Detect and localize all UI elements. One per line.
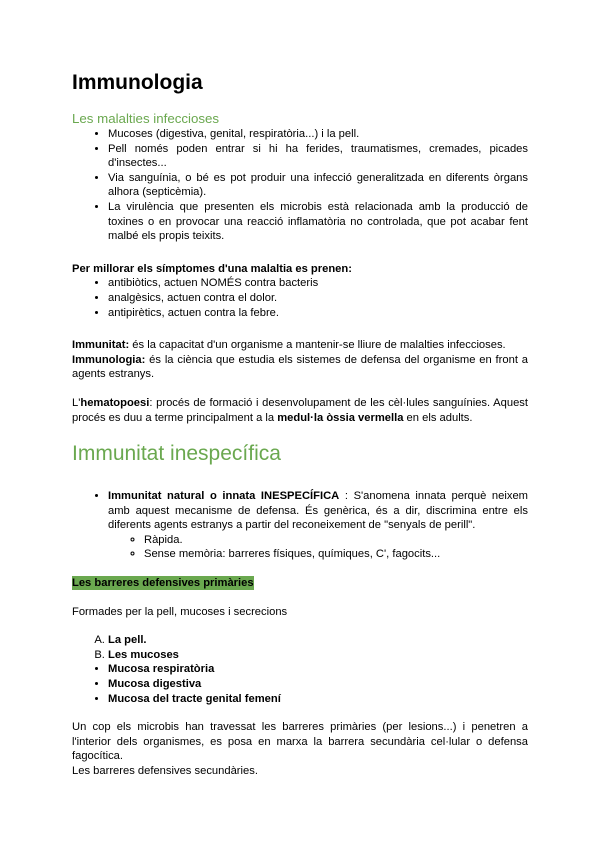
highlighted-heading-primary-barriers: Les barreres defensives primàries xyxy=(72,577,254,590)
list-item: A. La pell. xyxy=(108,633,528,648)
barriers-alpha-list xyxy=(72,633,528,662)
infection-routes-list xyxy=(72,127,528,244)
list-item: • Mucosa digestiva xyxy=(108,677,528,692)
mucosa-list xyxy=(72,662,528,706)
secondary-barrier-paragraph: Un cop els microbis han travessat les barreres primàries (per lesions...) i penetren a l'interior dels organismes, es posa en marxa la barrera secundària cel·lular o defensa fagocítica. xyxy=(72,721,528,763)
list-item: • antibiòtics, actuen NOMÉS contra bacteris xyxy=(108,276,528,291)
section-heading-nonspecific: Immunitat inespecífica xyxy=(72,442,281,466)
list-item: • Immunitat natural o innata INESPECÍFICA : S'anomena innata perquè neixem amb aquest mecanisme de defensa. És genèrica, és a dir, discrimina entre els diferents agents estranys a partir del reconeixement de "senyals de perill". ◦ Ràpida. ◦ Sense memòria: barreres físiques, químiques, C', fagocits... xyxy=(108,489,528,562)
list-item: • Via sanguínia, o bé es pot produir una infecció generalitzada en diferents òrgans alhora (septicèmia). xyxy=(108,171,528,200)
list-item: • antipirètics, actuen contra la febre. xyxy=(108,306,528,321)
definition-immunologia: Immunologia: és la ciència que estudia els sistemes de defensa del organisme en front a agents estranys. xyxy=(72,353,528,381)
section-heading-infections: Les malalties infeccioses xyxy=(72,111,220,126)
list-item: ◦ Sense memòria: barreres físiques, químiques, C', fagocits... xyxy=(144,547,528,562)
list-item: • Pell només poden entrar si hi ha ferides, traumatismes, cremades, picades d'insectes... xyxy=(108,142,528,171)
list-item: B. Les mucoses xyxy=(108,648,528,663)
symptoms-heading: Per millorar els símptomes d'una malaltia es prenen: xyxy=(72,262,352,275)
hematopoesi-paragraph: L'hematopoesi: procés de formació i desenvolupament de les cèl·lules sanguínies. Aquest procés es duu a terme principalment a la medul·la òssia vermella en els adults. xyxy=(72,396,528,424)
list-item: • La virulència que presenten els microbis està relacionada amb la producció de toxines o en provocar una reacció inflamatòria no controlada, que pot acabar fent malbé els propis teixits. xyxy=(108,200,528,244)
innate-immunity-list xyxy=(72,489,528,562)
secondary-barriers-line: Les barreres defensives secundàries. xyxy=(72,765,258,777)
list-item: • Mucosa respiratòria xyxy=(108,662,528,677)
list-item: • Mucoses (digestiva, genital, respiratòria...) i la pell. xyxy=(108,127,528,142)
list-item: • Mucosa del tracte genital femení xyxy=(108,692,528,707)
list-item: • analgèsics, actuen contra el dolor. xyxy=(108,291,528,306)
list-item: ◦ Ràpida. xyxy=(144,533,528,548)
definition-immunitat: Immunitat: és la capacitat d'un organisme a mantenir-se lliure de malalties infeccioses. xyxy=(72,339,506,352)
symptoms-list xyxy=(72,276,528,320)
page-title: Immunologia xyxy=(72,71,203,94)
barriers-intro: Formades per la pell, mucoses i secrecions xyxy=(72,605,288,618)
innate-subitems xyxy=(108,533,528,562)
document-page xyxy=(72,68,528,779)
